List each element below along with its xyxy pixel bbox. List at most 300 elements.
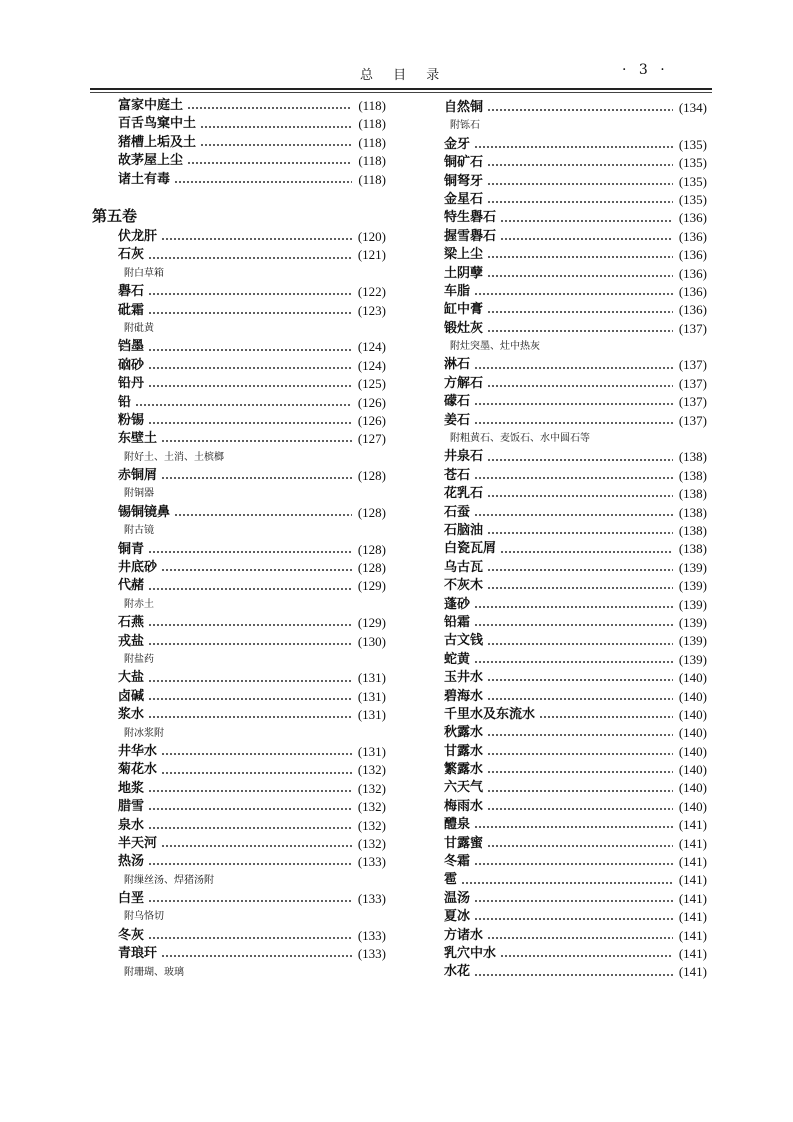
- toc-entry-title: 粉锡: [118, 412, 145, 428]
- dot-leader: [148, 311, 352, 315]
- toc-entry[interactable]: [444, 375, 707, 393]
- toc-entry-page: (141): [678, 890, 707, 906]
- toc-entry[interactable]: [118, 798, 386, 816]
- toc-entry-page: (140): [678, 743, 707, 759]
- toc-entry[interactable]: [118, 633, 386, 651]
- toc-left-list: [118, 228, 386, 982]
- toc-entry-title: 井底砂: [118, 560, 158, 576]
- toc-entry[interactable]: [444, 173, 707, 191]
- toc-entry-title: 泉水: [118, 817, 145, 833]
- toc-entry-title: 礜石: [118, 284, 145, 300]
- dot-leader: [135, 403, 352, 407]
- toc-entry-page: (131): [357, 688, 386, 704]
- dot-leader: [161, 237, 352, 241]
- toc-entry[interactable]: [444, 246, 707, 264]
- toc-entry-title: 石脑油: [444, 522, 484, 538]
- toc-entry-page: (139): [678, 614, 707, 630]
- toc-entry[interactable]: [444, 412, 707, 430]
- dot-leader: [161, 568, 352, 572]
- dot-leader: [487, 494, 673, 498]
- toc-entry-page: (118): [358, 153, 386, 169]
- toc-entry-page: (122): [357, 284, 386, 300]
- toc-entry-page: (141): [678, 835, 707, 851]
- dot-leader: [487, 844, 673, 848]
- toc-entry[interactable]: [444, 283, 707, 301]
- dot-leader: [148, 715, 352, 719]
- toc-entry-title: 方诸水: [444, 927, 484, 943]
- dot-leader: [148, 807, 352, 811]
- toc-entry-page: (118): [358, 171, 386, 187]
- toc-entry[interactable]: [118, 853, 386, 871]
- dot-leader: [148, 697, 352, 701]
- toc-entry-page: (136): [678, 228, 707, 244]
- toc-entry-title: 戎盐: [118, 633, 145, 649]
- toc-entry[interactable]: [444, 853, 707, 871]
- dot-leader: [161, 439, 352, 443]
- dot-leader: [148, 587, 352, 591]
- toc-entry[interactable]: [118, 688, 386, 706]
- toc-entry-title: 土阴孽: [444, 265, 484, 281]
- toc-entry-title: 甘露蜜: [444, 835, 484, 851]
- dot-leader: [487, 770, 673, 774]
- toc-entry[interactable]: [444, 669, 707, 687]
- toc-entry-title: 碧海水: [444, 688, 484, 704]
- toc-entry-page: (128): [357, 504, 386, 520]
- dot-leader: [487, 807, 673, 811]
- toc-entry-page: (132): [357, 762, 386, 778]
- toc-entry[interactable]: [118, 357, 386, 375]
- toc-entry-title: 石灰: [118, 247, 145, 263]
- dot-leader: [148, 899, 352, 903]
- toc-entry[interactable]: [444, 467, 707, 485]
- dot-leader: [500, 550, 673, 554]
- toc-entry-title: 梁上尘: [444, 247, 484, 263]
- toc-entry-page: (140): [678, 670, 707, 686]
- dot-leader: [148, 366, 352, 370]
- toc-entry-page: (141): [678, 964, 707, 980]
- toc-entry-page: (118): [358, 116, 386, 132]
- toc-entry-title: 百舌鸟窠中土: [118, 116, 197, 132]
- toc-entry[interactable]: [444, 835, 707, 853]
- toc-entry[interactable]: [118, 412, 386, 430]
- toc-entry-title: 石蚕: [444, 504, 471, 520]
- dot-leader: [500, 954, 673, 958]
- toc-entry-title: 伏龙肝: [118, 229, 158, 244]
- toc-entry-title: 甘露水: [444, 743, 484, 759]
- dot-leader: [487, 384, 673, 388]
- toc-entry[interactable]: [118, 467, 386, 485]
- toc-entry[interactable]: [444, 688, 707, 706]
- toc-entry[interactable]: [118, 115, 386, 133]
- dot-leader: [474, 917, 673, 921]
- toc-entry-title: 铅: [118, 394, 132, 410]
- dot-leader: [474, 292, 673, 296]
- dot-leader: [487, 163, 673, 167]
- dot-leader: [487, 752, 673, 756]
- dot-leader: [474, 899, 673, 903]
- toc-entry-page: (139): [678, 633, 707, 649]
- toc-entry-page: (138): [678, 522, 707, 538]
- toc-entry-page: (131): [357, 670, 386, 686]
- toc-entry[interactable]: [118, 541, 386, 559]
- toc-entry-page: (133): [357, 854, 386, 870]
- dot-leader: [487, 642, 673, 646]
- toc-entry-page: (139): [678, 596, 707, 612]
- toc-entry-page: (140): [678, 706, 707, 722]
- toc-entry-page: (141): [678, 817, 707, 833]
- toc-entry[interactable]: [444, 154, 707, 172]
- toc-entry[interactable]: [118, 97, 386, 115]
- toc-entry-page: (131): [357, 707, 386, 723]
- dot-leader: [474, 402, 673, 406]
- toc-entry-page: (141): [678, 945, 707, 961]
- dot-leader: [487, 458, 673, 462]
- toc-entry-title: 淋石: [444, 357, 471, 373]
- toc-entry-title: 砒霜: [118, 302, 145, 318]
- toc-entry-page: (137): [678, 320, 707, 336]
- toc-entry[interactable]: [444, 356, 707, 374]
- toc-entry-title: 铜矿石: [444, 155, 484, 171]
- dot-leader: [148, 623, 352, 627]
- toc-entry-title: 井泉石: [444, 449, 484, 465]
- dot-leader: [487, 108, 673, 112]
- toc-entry[interactable]: [444, 448, 707, 466]
- toc-entry[interactable]: [118, 927, 386, 945]
- toc-entry[interactable]: [444, 540, 707, 558]
- toc-entry-title: 铅丹: [118, 376, 145, 392]
- toc-appendix-note: 附好土、土消、土槟榔: [124, 451, 224, 463]
- toc-entry-title: 青琅玕: [118, 946, 158, 962]
- toc-entry-page: (129): [357, 615, 386, 631]
- toc-entry[interactable]: [118, 706, 386, 724]
- dot-leader: [487, 310, 673, 314]
- toc-entry-title: 蓬砂: [444, 596, 471, 612]
- toc-entry-title: 梅雨水: [444, 798, 484, 814]
- toc-entry[interactable]: [444, 136, 707, 154]
- toc-entry[interactable]: [444, 504, 707, 522]
- toc-entry[interactable]: [444, 761, 707, 779]
- toc-entry[interactable]: [118, 504, 386, 522]
- toc-entry-title: 锻灶灰: [444, 320, 484, 336]
- toc-appendix-note: 附粗黄石、麦饭石、水中圆石等: [450, 433, 590, 445]
- toc-entry-title: 特生礜石: [444, 210, 497, 226]
- dot-leader: [539, 715, 673, 719]
- toc-entry-title: 礞石: [444, 394, 471, 410]
- toc-entry-page: (124): [357, 357, 386, 373]
- toc-entry-title: 地浆: [118, 780, 145, 796]
- toc-entry-page: (118): [358, 98, 386, 113]
- toc-entry-title: 姜石: [444, 412, 471, 428]
- dot-leader: [487, 255, 673, 259]
- toc-entry-page: (132): [357, 817, 386, 833]
- toc-entry-title: 千里水及东流水: [444, 706, 536, 722]
- toc-entry[interactable]: [118, 375, 386, 393]
- toc-entry-title: 乳穴中水: [444, 945, 497, 961]
- toc-entry[interactable]: [444, 393, 707, 411]
- toc-entry[interactable]: [118, 761, 386, 779]
- toc-entry-title: 赤铜屑: [118, 468, 158, 484]
- toc-entry[interactable]: [118, 835, 386, 853]
- toc-entry-page: (133): [357, 891, 386, 907]
- toc-entry-page: (138): [678, 486, 707, 502]
- toc-entry[interactable]: [444, 927, 707, 945]
- toc-entry-page: (139): [678, 651, 707, 667]
- running-header-title: 总 目 录: [360, 68, 448, 83]
- toc-entry-page: (137): [678, 375, 707, 391]
- dot-leader: [148, 789, 352, 793]
- dot-leader: [474, 366, 673, 370]
- dot-leader: [474, 145, 673, 149]
- dot-leader: [474, 660, 673, 664]
- toc-entry-page: (140): [678, 780, 707, 796]
- dot-leader: [187, 161, 352, 165]
- toc-entry-page: (137): [678, 412, 707, 428]
- toc-entry[interactable]: [444, 816, 707, 834]
- dot-leader: [474, 476, 673, 480]
- toc-entry-title: 白垩: [118, 891, 145, 907]
- toc-entry[interactable]: [118, 430, 386, 448]
- toc-entry-page: (140): [678, 762, 707, 778]
- dot-leader: [487, 531, 673, 535]
- toc-entry-page: (126): [357, 394, 386, 410]
- toc-entry-page: (131): [357, 743, 386, 759]
- toc-entry-title: 金星石: [444, 191, 484, 207]
- toc-entry[interactable]: [118, 338, 386, 356]
- toc-entry-page: (138): [678, 504, 707, 520]
- toc-entry[interactable]: [118, 134, 386, 152]
- dot-leader: [161, 771, 352, 775]
- toc-entry-page: (125): [357, 376, 386, 392]
- toc-entry-title: 铛墨: [118, 339, 145, 355]
- dot-leader: [487, 789, 673, 793]
- toc-entry[interactable]: [118, 283, 386, 301]
- toc-entry[interactable]: [444, 301, 707, 319]
- toc-entry[interactable]: [444, 485, 707, 503]
- toc-entry[interactable]: [118, 614, 386, 632]
- toc-entry[interactable]: [444, 228, 707, 246]
- dot-leader: [148, 826, 352, 830]
- toc-entry[interactable]: [118, 394, 386, 412]
- toc-entry-title: 铅霜: [444, 614, 471, 630]
- toc-entry[interactable]: [444, 724, 707, 742]
- toc-entry-title: 繁露水: [444, 762, 484, 778]
- toc-entry-title: 六天气: [444, 780, 484, 796]
- toc-entry-title: 冬灰: [118, 927, 145, 943]
- toc-entry-page: (140): [678, 725, 707, 741]
- toc-entry[interactable]: [444, 632, 707, 650]
- toc-entry-title: 冬霜: [444, 854, 471, 870]
- dot-leader: [174, 513, 352, 517]
- toc-entry[interactable]: [118, 743, 386, 761]
- toc-entry-page: (126): [357, 412, 386, 428]
- toc-entry-page: (141): [678, 909, 707, 925]
- toc-entry-page: (132): [357, 835, 386, 851]
- dot-leader: [161, 954, 352, 958]
- toc-entry-title: 东壁土: [118, 431, 158, 447]
- dot-leader: [474, 862, 673, 866]
- dot-leader: [474, 513, 673, 517]
- toc-entry[interactable]: [444, 779, 707, 797]
- toc-entry-title: 温汤: [444, 890, 471, 906]
- toc-entry-title: 白瓷瓦屑: [444, 541, 497, 557]
- toc-entry-title: 秋露水: [444, 725, 484, 741]
- toc-entry-title: 代赭: [118, 578, 145, 594]
- toc-entry-page: (121): [357, 247, 386, 263]
- toc-entry[interactable]: [444, 908, 707, 926]
- dot-leader: [487, 697, 673, 701]
- toc-appendix-note: 附砒黄: [124, 322, 154, 334]
- toc-entry[interactable]: [444, 871, 707, 889]
- toc-entry[interactable]: [118, 246, 386, 264]
- toc-entry-title: 富家中庭土: [118, 98, 184, 113]
- toc-entry[interactable]: [444, 522, 707, 540]
- toc-right-list: [444, 99, 707, 982]
- toc-left-top-list: [118, 97, 386, 189]
- toc-entry-title: 玉井水: [444, 670, 484, 686]
- toc-entry[interactable]: [118, 577, 386, 595]
- toc-entry-page: (140): [678, 688, 707, 704]
- toc-entry-page: (136): [678, 302, 707, 318]
- dot-leader: [161, 844, 352, 848]
- toc-entry[interactable]: [444, 99, 707, 117]
- toc-entry-page: (128): [357, 468, 386, 484]
- toc-appendix-note: 附盐药: [124, 653, 154, 665]
- dot-leader: [148, 550, 352, 554]
- dot-leader: [500, 237, 673, 241]
- dot-leader: [487, 678, 673, 682]
- toc-appendix-note: 附乌恪切: [124, 911, 164, 923]
- dot-leader: [148, 292, 352, 296]
- toc-entry[interactable]: [118, 780, 386, 798]
- volume-heading: 第五卷: [92, 207, 138, 225]
- toc-entry-page: (130): [357, 633, 386, 649]
- toc-entry-title: 缸中膏: [444, 302, 484, 318]
- toc-entry-page: (135): [678, 155, 707, 171]
- toc-entry[interactable]: [118, 669, 386, 687]
- toc-entry-title: 故茅屋上尘: [118, 153, 184, 169]
- toc-entry-title: 半天河: [118, 835, 158, 851]
- toc-entry[interactable]: [444, 651, 707, 669]
- dot-leader: [461, 881, 673, 885]
- toc-entry[interactable]: [444, 559, 707, 577]
- toc-entry-page: (134): [678, 100, 707, 115]
- toc-entry[interactable]: [118, 559, 386, 577]
- toc-entry-page: (128): [357, 541, 386, 557]
- toc-entry-page: (132): [357, 799, 386, 815]
- toc-entry[interactable]: [444, 743, 707, 761]
- toc-entry-page: (123): [357, 302, 386, 318]
- toc-entry[interactable]: [444, 798, 707, 816]
- toc-entry[interactable]: [444, 945, 707, 963]
- page-number: · 3 ·: [622, 62, 669, 78]
- dot-leader: [148, 936, 352, 940]
- dot-leader: [487, 182, 673, 186]
- toc-entry-page: (139): [678, 578, 707, 594]
- toc-appendix-note: 附铜器: [124, 488, 154, 500]
- dot-leader: [487, 586, 673, 590]
- dot-leader: [148, 348, 352, 352]
- toc-entry[interactable]: [444, 706, 707, 724]
- toc-entry-page: (133): [357, 946, 386, 962]
- toc-entry[interactable]: [118, 945, 386, 963]
- dot-leader: [487, 274, 673, 278]
- dot-leader: [174, 180, 352, 184]
- toc-entry-title: 车脂: [444, 283, 471, 299]
- toc-entry[interactable]: [444, 265, 707, 283]
- toc-entry-title: 握雪礜石: [444, 228, 497, 244]
- toc-entry-title: 铜弩牙: [444, 173, 484, 189]
- toc-entry[interactable]: [444, 577, 707, 595]
- toc-entry-page: (118): [358, 134, 386, 150]
- dot-leader: [487, 568, 673, 572]
- toc-entry[interactable]: [118, 171, 386, 189]
- toc-appendix-note: 附古镜: [124, 525, 154, 537]
- toc-entry-title: 苍石: [444, 467, 471, 483]
- dot-leader: [474, 605, 673, 609]
- dot-leader: [474, 623, 673, 627]
- toc-entry[interactable]: [118, 817, 386, 835]
- dot-leader: [474, 825, 673, 829]
- toc-entry-page: (141): [678, 927, 707, 943]
- toc-entry[interactable]: [444, 209, 707, 227]
- dot-leader: [148, 256, 352, 260]
- toc-entry-page: (137): [678, 394, 707, 410]
- toc-entry[interactable]: [118, 890, 386, 908]
- dot-leader: [187, 106, 352, 110]
- toc-entry-title: 大盐: [118, 670, 145, 686]
- dot-leader: [148, 384, 352, 388]
- dot-leader: [474, 421, 673, 425]
- toc-entry-title: 雹: [444, 872, 458, 888]
- toc-entry-title: 古文钱: [444, 633, 484, 649]
- toc-entry[interactable]: [444, 596, 707, 614]
- toc-entry-page: (138): [678, 449, 707, 465]
- toc-appendix-note: 附灶突墨、灶中热灰: [450, 341, 540, 353]
- toc-appendix-note: 附珊瑚、玻璃: [124, 966, 184, 978]
- dot-leader: [474, 973, 673, 977]
- toc-entry-page: (141): [678, 872, 707, 888]
- toc-entry-title: 井华水: [118, 743, 158, 759]
- toc-entry[interactable]: [118, 228, 386, 246]
- toc-appendix-note: 附白草箱: [124, 267, 164, 279]
- toc-entry-page: (137): [678, 357, 707, 373]
- toc-entry-page: (136): [678, 265, 707, 281]
- toc-entry-page: (132): [357, 780, 386, 796]
- toc-entry-title: 夏冰: [444, 909, 471, 925]
- toc-entry-title: 铜青: [118, 541, 145, 557]
- toc-entry[interactable]: [444, 614, 707, 632]
- toc-entry[interactable]: [444, 320, 707, 338]
- toc-entry[interactable]: [444, 890, 707, 908]
- toc-entry[interactable]: [118, 152, 386, 170]
- dot-leader: [148, 862, 352, 866]
- toc-entry-page: (133): [357, 927, 386, 943]
- toc-appendix-note: 附赤土: [124, 598, 154, 610]
- toc-entry-page: (136): [678, 283, 707, 299]
- dot-leader: [487, 936, 673, 940]
- toc-entry[interactable]: [118, 302, 386, 320]
- toc-entry-title: 醴泉: [444, 817, 471, 833]
- toc-entry-title: 不灰木: [444, 578, 484, 594]
- toc-entry-page: (135): [678, 191, 707, 207]
- toc-entry-title: 蛇黄: [444, 651, 471, 667]
- toc-entry-title: 金牙: [444, 136, 471, 152]
- toc-entry-page: (135): [678, 136, 707, 152]
- toc-entry[interactable]: [444, 963, 707, 981]
- toc-entry[interactable]: [444, 191, 707, 209]
- dot-leader: [161, 752, 352, 756]
- dot-leader: [200, 125, 352, 129]
